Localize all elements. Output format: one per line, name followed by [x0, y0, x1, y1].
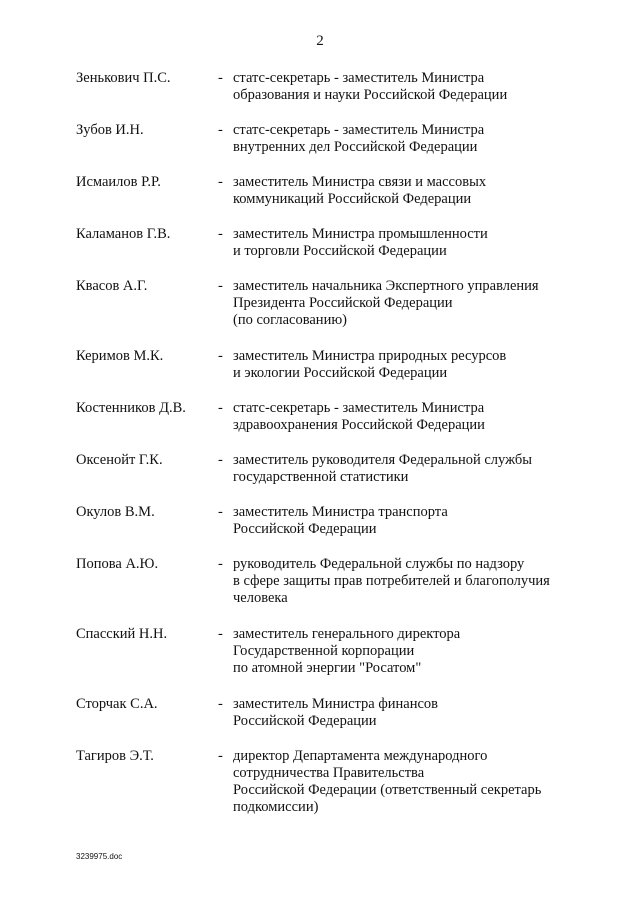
position-line: сотрудничества Правительства: [233, 765, 425, 781]
dash-separator: -: [218, 278, 223, 294]
page-number: 2: [316, 33, 324, 49]
member-position: [233, 452, 593, 486]
position-line: здравоохранения Российской Федерации: [233, 417, 485, 433]
document-code: 3239975.doc: [76, 852, 123, 861]
member-position: [233, 278, 593, 329]
position-line: заместитель Министра финансов: [233, 696, 438, 712]
position-line: по атомной энергии "Росатом": [233, 660, 422, 676]
member-list: [0, 70, 640, 828]
position-line: и экологии Российской Федерации: [233, 365, 448, 381]
position-line: Президента Российской Федерации: [233, 295, 453, 311]
position-line: Государственной корпорации: [233, 643, 415, 659]
dash-separator: -: [218, 504, 223, 520]
list-item: [0, 626, 640, 696]
list-item: [0, 122, 640, 174]
member-position: [233, 122, 593, 156]
position-line: в сфере защиты прав потребителей и благополучия: [233, 573, 550, 589]
dash-separator: -: [218, 400, 223, 416]
member-position: [233, 748, 593, 816]
position-line: образования и науки Российской Федерации: [233, 87, 508, 103]
position-line: государственной статистики: [233, 469, 409, 485]
member-name: Керимов М.К.: [76, 348, 164, 364]
dash-separator: -: [218, 70, 223, 86]
position-line: директор Департамента международного: [233, 748, 488, 764]
list-item: [0, 174, 640, 226]
position-line: заместитель Министра промышленности: [233, 226, 488, 242]
position-line: внутренних дел Российской Федерации: [233, 139, 478, 155]
position-line: и торговли Российской Федерации: [233, 243, 447, 259]
member-name: Попова А.Ю.: [76, 556, 159, 572]
member-name: Каламанов Г.В.: [76, 226, 171, 242]
list-item: [0, 556, 640, 626]
member-name: Исмаилов Р.Р.: [76, 174, 161, 190]
list-item: [0, 748, 640, 828]
list-item: [0, 70, 640, 122]
member-position: [233, 556, 593, 607]
member-position: [233, 400, 593, 434]
member-position: [233, 696, 593, 730]
dash-separator: -: [218, 556, 223, 572]
list-item: [0, 696, 640, 748]
dash-separator: -: [218, 452, 223, 468]
list-item: [0, 226, 640, 278]
list-item: [0, 504, 640, 556]
position-line: заместитель генерального директора: [233, 626, 461, 642]
list-item: [0, 278, 640, 348]
member-name: Зубов И.Н.: [76, 122, 144, 138]
position-line: статс-секретарь - заместитель Министра: [233, 70, 485, 86]
dash-separator: -: [218, 696, 223, 712]
position-line: коммуникаций Российской Федерации: [233, 191, 472, 207]
member-name: Зенькович П.С.: [76, 70, 171, 86]
position-line: руководитель Федеральной службы по надзору: [233, 556, 525, 572]
position-line: заместитель Министра связи и массовых: [233, 174, 487, 190]
member-position: [233, 626, 593, 677]
list-item: [0, 348, 640, 400]
member-position: [233, 226, 593, 260]
list-item: [0, 400, 640, 452]
dash-separator: -: [218, 748, 223, 764]
member-name: Окулов В.М.: [76, 504, 155, 520]
position-line: Российской Федерации: [233, 521, 377, 537]
member-position: [233, 348, 593, 382]
member-name: Спасский Н.Н.: [76, 626, 168, 642]
dash-separator: -: [218, 226, 223, 242]
member-name: Сторчак С.А.: [76, 696, 158, 712]
member-name: Костенников Д.В.: [76, 400, 186, 416]
member-position: [233, 174, 593, 208]
position-line: статс-секретарь - заместитель Министра: [233, 400, 485, 416]
dash-separator: -: [218, 626, 223, 642]
position-line: Российской Федерации (ответственный секретарь: [233, 782, 542, 798]
position-line: заместитель Министра транспорта: [233, 504, 448, 520]
member-name: Квасов А.Г.: [76, 278, 148, 294]
position-line: заместитель руководителя Федеральной службы: [233, 452, 533, 468]
member-name: Оксенойт Г.К.: [76, 452, 163, 468]
position-line: заместитель Министра природных ресурсов: [233, 348, 507, 364]
position-line: заместитель начальника Экспертного управления: [233, 278, 539, 294]
member-name: Тагиров Э.Т.: [76, 748, 154, 764]
position-line: Российской Федерации: [233, 713, 377, 729]
member-position: [233, 504, 593, 538]
dash-separator: -: [218, 348, 223, 364]
position-line: (по согласованию): [233, 312, 347, 328]
position-line: статс-секретарь - заместитель Министра: [233, 122, 485, 138]
dash-separator: -: [218, 174, 223, 190]
position-line: подкомиссии): [233, 799, 319, 815]
position-line: человека: [233, 590, 288, 606]
list-item: [0, 452, 640, 504]
dash-separator: -: [218, 122, 223, 138]
member-position: [233, 70, 593, 104]
